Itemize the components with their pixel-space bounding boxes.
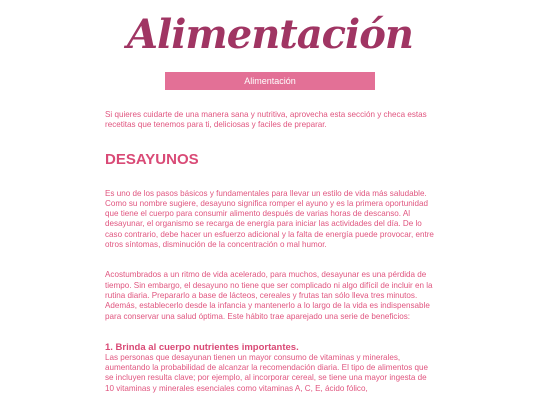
paragraph-1: Es uno de los pasos básicos y fundamentales para llevar un estilo de vida más saludable. Como su nombre sugiere, desayuno significa romper el ayuno y es la primera oportunidad que tiene el cuerpo para consumir alimento después de varias horas de descanso. Al desayunar, el organismo se recarga de energía para iniciar las actividades del día. De lo caso contrario, debe hacer un esfuerzo adicional y la falta de energía puede provocar, entre otros síntomas, disminución de la concentración o mal humor. (105, 188, 434, 250)
section-banner[interactable]: Alimentación (165, 72, 375, 90)
benefit-1-title: 1. Brinda al cuerpo nutrientes importantes. (105, 341, 299, 353)
intro-paragraph: Si quieres cuidarte de una manera sana y nutritiva, aprovecha esta sección y checa estas recetitas que tenemos para ti, deliciosas y faciles de preparar. (105, 110, 427, 130)
article-content (105, 110, 435, 414)
section-title: DESAYUNOS (105, 150, 199, 168)
site-logo: Alimentación (127, 11, 413, 58)
paragraph-2: Acostumbrados a un ritmo de vida acelerado, para muchos, desayunar es una pérdida de tiempo. Sin embargo, el desayuno no tiene que ser complicado ni algo difícil de incluir en la rutina diaria. Prepararlo a base de lácteos, cereales y frutas tan sólo lleva tres minutos. Además, establecerlo desde la infancia y mantenerlo a lo largo de la vida es indispensable para conservar una salud óptima. Este hábito trae aparejado una serie de beneficios: (105, 270, 433, 321)
benefit-1-text: Las personas que desayunan tienen un mayor consumo de vitaminas y minerales, aumentando la probabilidad de alcanzar la recomendación diaria. El tipo de alimentos que se incluyen resulta clave; por ejemplo, al incorporar cereal, se tiene una mayor ingesta de 10 vitaminas y minerales esenciales como vitaminas A, C, E, ácido fólico, (105, 352, 429, 393)
